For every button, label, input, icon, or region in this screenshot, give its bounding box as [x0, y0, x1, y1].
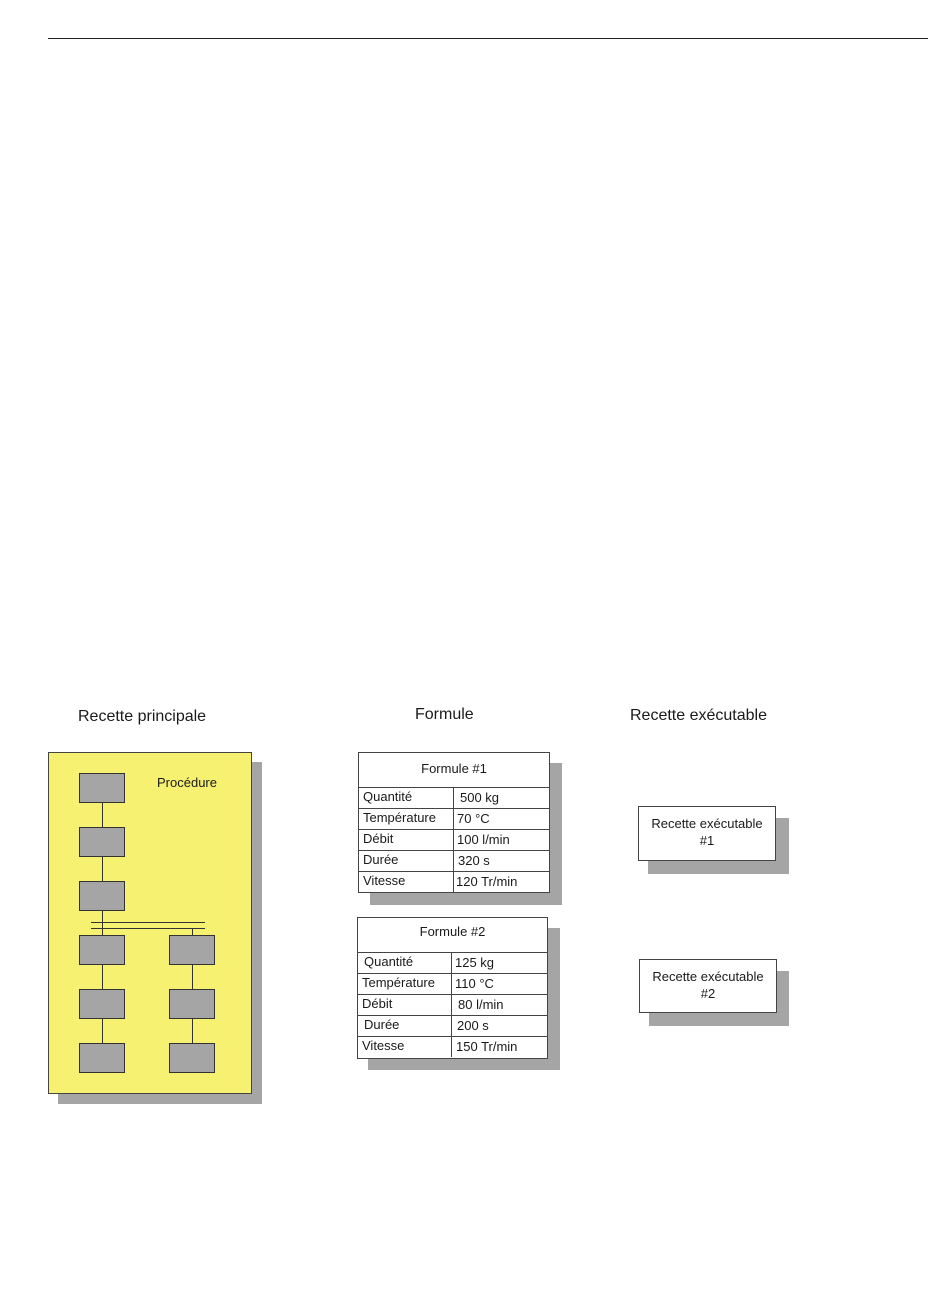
connector-line [102, 855, 103, 883]
formula-row [358, 994, 547, 1015]
executable-recipe-label: Recette exécutable [651, 816, 763, 831]
formula-row [358, 952, 547, 973]
column-divider [453, 809, 454, 829]
formula-row [359, 808, 549, 829]
formula-param: Durée [364, 1017, 400, 1032]
column-divider [451, 995, 452, 1015]
column-divider [453, 872, 454, 892]
procedure-step [79, 773, 125, 803]
procedure-step [169, 935, 215, 965]
column-divider [451, 1037, 452, 1057]
formula-row [359, 829, 549, 850]
connector-line [102, 801, 103, 829]
formula-value: 120 Tr/min [456, 874, 518, 889]
formula-row [359, 787, 549, 808]
parallel-branch-bar-bottom [91, 928, 205, 929]
parallel-branch-bar-top [91, 922, 205, 923]
connector-line [102, 1017, 103, 1045]
procedure-panel [48, 752, 252, 1094]
procedure-step [79, 935, 125, 965]
formula-param: Quantité [363, 789, 413, 804]
column-divider [451, 953, 452, 973]
formula-title: Formule #1 [421, 761, 487, 776]
formula-param: Vitesse [362, 1038, 405, 1053]
connector-line [102, 963, 103, 991]
formula-param: Débit [363, 831, 394, 846]
formula-row [359, 871, 549, 892]
formula-param: Température [362, 975, 435, 990]
executable-recipe-2 [639, 959, 777, 1013]
formula-row [359, 850, 549, 871]
formula-value: 320 s [458, 853, 490, 868]
formula-value: 70 °C [457, 811, 490, 826]
formula-value: 500 kg [460, 790, 500, 805]
formula-table-1 [358, 752, 550, 893]
formula-value: 100 l/min [457, 832, 510, 847]
formula-value: 125 kg [455, 955, 495, 970]
column-divider [451, 974, 452, 994]
column-divider [453, 830, 454, 850]
connector-line [192, 963, 193, 991]
executable-recipe-label: Recette exécutable [652, 969, 764, 984]
connector-line [192, 1017, 193, 1045]
executable-recipe-number: #1 [699, 833, 715, 848]
executable-recipe-1 [638, 806, 776, 861]
formula-value: 150 Tr/min [456, 1039, 518, 1054]
formula-param: Vitesse [363, 873, 406, 888]
formula-table-2 [357, 917, 548, 1059]
formula-row [358, 1036, 547, 1057]
formula-param: Quantité [364, 954, 414, 969]
connector-line [102, 909, 103, 937]
formula-row [358, 973, 547, 994]
heading-recette-executable: Recette exécutable [630, 707, 767, 724]
heading-formule: Formule [415, 706, 474, 723]
procedure-label: Procédure [157, 775, 217, 790]
procedure-step [79, 827, 125, 857]
formula-title: Formule #2 [419, 924, 486, 939]
formula-row [358, 1015, 547, 1036]
procedure-step [79, 881, 125, 911]
formula-value: 200 s [457, 1018, 489, 1033]
top-rule [48, 38, 928, 39]
procedure-step [169, 1043, 215, 1073]
executable-recipe-number: #2 [700, 986, 716, 1001]
formula-value: 110 °C [455, 976, 494, 991]
procedure-step [79, 989, 125, 1019]
formula-value: 80 l/min [458, 997, 504, 1012]
column-divider [451, 1016, 452, 1036]
procedure-step [79, 1043, 125, 1073]
column-divider [453, 788, 454, 808]
procedure-step [169, 989, 215, 1019]
formula-param: Durée [363, 852, 399, 867]
column-divider [453, 851, 454, 871]
formula-param: Température [363, 810, 436, 825]
formula-param: Débit [362, 996, 393, 1011]
heading-recette-principale: Recette principale [78, 708, 207, 725]
